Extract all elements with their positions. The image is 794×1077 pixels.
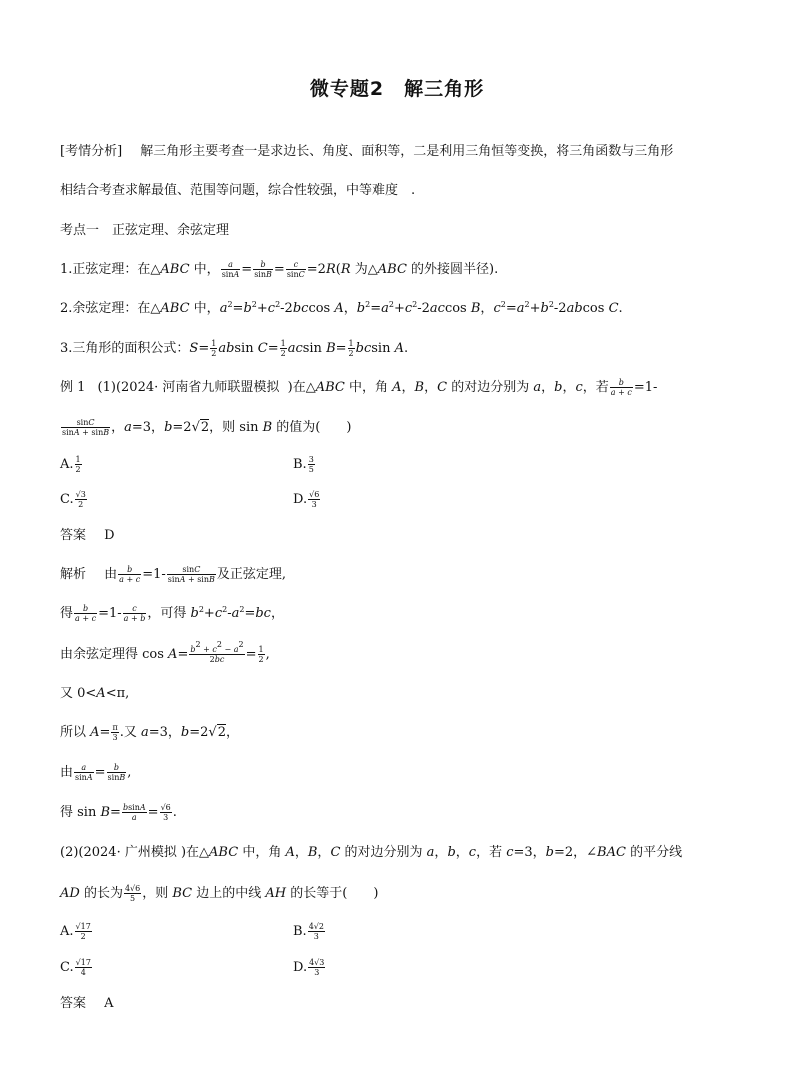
page-title: 微专题2 解三角形 [309,78,485,100]
example2-line-2: AD 的长为 $\frac{4√6}{5}$ ，则 BC 边上的中线 AH 的长等于( ) [60,884,379,903]
option2-d[interactable]: D. $\frac{4√3}{3}$ [293,958,325,977]
analysis-text-1: 解三角形主要考查一是求边长、角度、面积等，二是利用三角恒等变换，将三角函数与三角形 [140,144,674,159]
section-heading: 考点一 正弦定理、余弦定理 [60,223,230,238]
example2-answer: 答案 A [60,996,114,1011]
option-d[interactable]: D. $\frac{√6}{3}$ [293,490,320,509]
area-prefix: 3.三角形的面积公式： [60,341,190,356]
solution-line-3: 由余弦定理得 cos A= $\frac{b^2 + c^2 - a^2}{2bc}$ = $\frac{1}{2}$ , [60,640,270,664]
example2-source: (2)(2024· 广州模拟 [60,845,177,860]
option-b[interactable]: B. $\frac{3}{5}$ [293,455,314,474]
option2-c[interactable]: C. $\frac{√17}{4}$ [60,958,91,977]
analysis-line-1 [60,142,673,162]
example1-source: (1)(2024· 河南省九师联盟模拟 [97,380,280,395]
sine-law: 1.正弦定理：在△ABC 中， $\frac{a}{\sin A}$ = $\frac{b}{\sin B}$ = $\frac{c}{\sin C}$ =2R(R 为△ABC 的外接圆半径). [60,260,499,279]
example1-line-2: $\frac{\sin C}{\sin A + \sin B}$ ，a=3，b=2√2，则 sin B 的值为( ) [62,418,352,437]
sine-law-prefix: 1.正弦定理：在△ [60,262,161,277]
option-c[interactable]: C. $\frac{√3}{2}$ [60,490,86,509]
example1-line-1: 例 1 (1)(2024· 河南省九师联盟模拟 )在△ABC 中，角 A，B，C 的对边分别为 a，b，c，若 $\frac{b}{a + c}$ =1- [60,378,658,397]
option2-a[interactable]: A. $\frac{√17}{2}$ [60,922,91,941]
solution-line-1: 解析 由 $\frac{b}{a + c}$ =1- $\frac{\sin C}{\sin A + \sin B}$ 及正弦定理, [60,565,287,584]
option-a[interactable]: A. $\frac{1}{2}$ [60,455,81,474]
cosine-law-prefix: 2.余弦定理：在△ [60,301,161,316]
solution-line-4: 又 0<A<π, [60,686,130,701]
example1-answer: 答案 D [60,528,115,543]
analysis-label: [考情分析] [60,144,123,159]
solution-line-7: 得 sin B= $\frac{bsinA}{a}$ = $\frac{√6}{3}$ . [60,803,177,822]
analysis-line-2: 相结合考查求解最值、范围等问题，综合性较强，中等难度 . [60,183,416,198]
solution-line-6: 由 $\frac{a}{\sin A}$ = $\frac{b}{\sin B}$ , [60,763,132,782]
area-formula: 3.三角形的面积公式：S= $\frac{1}{2}$ absin C= $\frac{1}{2}$ acsin B= $\frac{1}{2}$ bcsin A. [60,339,409,358]
example1-label: 例 1 [60,380,86,395]
solution-line-5: 所以 A= $\frac{\pi}{3}$ .又 a=3，b=2√2， [60,723,239,742]
example2-line-1: (2)(2024· 广州模拟 )在△ABC 中，角 A，B，C 的对边分别为 a，b，c，若 c=3，b=2，∠BAC 的平分线 [60,845,683,860]
cosine-law: 2.余弦定理：在△ABC 中，$a^2=b^2+c^2-2bccos$ A，$b^2=a^2+c^2-2accos$ B，$c^2=a^2+b^2-2abcos$ C. [60,300,623,316]
solution-line-2: 得 $\frac{b}{a + c}$ =1- $\frac{c}{a + b}$ ，可得 $b^2+c^2-a^2=bc$， [60,604,284,623]
option2-b[interactable]: B. $\frac{4√2}{3}$ [293,922,324,941]
